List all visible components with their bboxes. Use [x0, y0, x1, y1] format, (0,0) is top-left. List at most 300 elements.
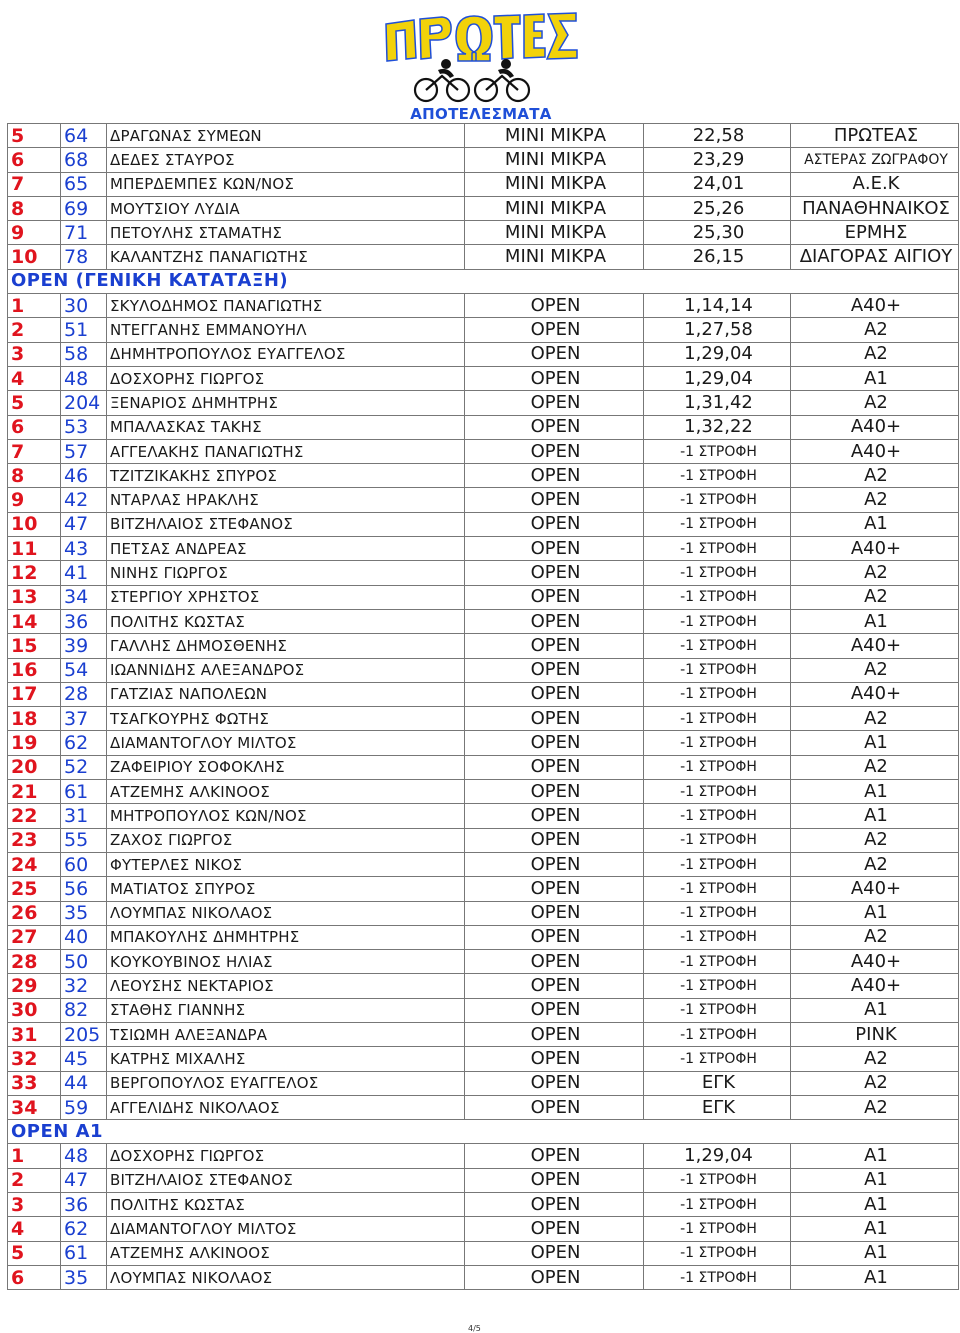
bib-number-cell: 42 — [61, 488, 107, 512]
position-cell: 20 — [8, 755, 61, 779]
time-cell: 1,29,04 — [644, 1144, 791, 1168]
position-cell: 28 — [8, 950, 61, 974]
result-row — [8, 877, 959, 901]
athlete-name-cell: ΛΟΥΜΠΑΣ ΝΙΚΟΛΑΟΣ — [107, 1265, 465, 1289]
time-cell: 26,15 — [644, 245, 791, 269]
position-cell: 23 — [8, 828, 61, 852]
team-cell: Α.Ε.Κ — [791, 172, 959, 196]
athlete-name-cell: ΣΤΕΡΓΙΟΥ ΧΡΗΣΤΟΣ — [107, 585, 465, 609]
position-cell: 31 — [8, 1022, 61, 1046]
time-cell: -1 ΣΤΡΟΦΗ — [644, 682, 791, 706]
result-row — [8, 707, 959, 731]
team-cell: ΔΙΑΓΟΡΑΣ ΑΙΓΙΟΥ — [791, 245, 959, 269]
position-cell: 33 — [8, 1071, 61, 1095]
result-row — [8, 124, 959, 148]
athlete-name-cell: ΑΓΓΕΛΑΚΗΣ ΠΑΝΑΓΙΩΤΗΣ — [107, 439, 465, 463]
position-cell: 17 — [8, 682, 61, 706]
position-cell: 3 — [8, 342, 61, 366]
time-cell: 23,29 — [644, 148, 791, 172]
result-row — [8, 974, 959, 998]
category-cell: OPEN — [465, 901, 644, 925]
results-table — [7, 123, 959, 1290]
position-cell: 11 — [8, 537, 61, 561]
proteas-logo — [376, 6, 586, 124]
athlete-name-cell: ΝΤΕΓΓΑΝΗΣ ΕΜΜΑΝΟΥΗΛ — [107, 318, 465, 342]
result-row — [8, 512, 959, 536]
category-cell: OPEN — [465, 318, 644, 342]
bib-number-cell: 35 — [61, 1265, 107, 1289]
bib-number-cell: 50 — [61, 950, 107, 974]
bib-number-cell: 52 — [61, 755, 107, 779]
category-cell: OPEN — [465, 634, 644, 658]
result-row — [8, 1241, 959, 1265]
category-cell: OPEN — [465, 439, 644, 463]
team-cell: Α2 — [791, 391, 959, 415]
athlete-name-cell: ΖΑΦΕΙΡΙΟΥ ΣΟΦΟΚΛΗΣ — [107, 755, 465, 779]
result-row — [8, 828, 959, 852]
bib-number-cell: 60 — [61, 852, 107, 876]
athlete-name-cell: ΜΟΥΤΣΙΟΥ ΛΥΔΙΑ — [107, 196, 465, 220]
team-cell: Α1 — [791, 1193, 959, 1217]
position-cell: 10 — [8, 512, 61, 536]
bib-number-cell: 30 — [61, 294, 107, 318]
athlete-name-cell: ΔΕΔΕΣ ΣΤΑΥΡΟΣ — [107, 148, 465, 172]
section-title: OPEN Α1 — [8, 1120, 959, 1144]
bib-number-cell: 64 — [61, 124, 107, 148]
time-cell: -1 ΣΤΡΟΦΗ — [644, 464, 791, 488]
category-cell: OPEN — [465, 585, 644, 609]
bib-number-cell: 32 — [61, 974, 107, 998]
time-cell: -1 ΣΤΡΟΦΗ — [644, 1022, 791, 1046]
bib-number-cell: 48 — [61, 366, 107, 390]
position-cell: 1 — [8, 294, 61, 318]
category-cell: OPEN — [465, 391, 644, 415]
category-cell: OPEN — [465, 294, 644, 318]
bib-number-cell: 62 — [61, 731, 107, 755]
position-cell: 16 — [8, 658, 61, 682]
athlete-name-cell: ΜΠΕΡΔΕΜΠΕΣ ΚΩΝ/ΝΟΣ — [107, 172, 465, 196]
position-cell: 9 — [8, 488, 61, 512]
time-cell: -1 ΣΤΡΟΦΗ — [644, 634, 791, 658]
result-row — [8, 221, 959, 245]
category-cell: ΜΙΝΙ ΜΙΚΡΑ — [465, 245, 644, 269]
position-cell: 6 — [8, 148, 61, 172]
time-cell: -1 ΣΤΡΟΦΗ — [644, 537, 791, 561]
category-cell: OPEN — [465, 804, 644, 828]
category-cell: OPEN — [465, 1144, 644, 1168]
result-row — [8, 852, 959, 876]
athlete-name-cell: ΤΣΑΓΚΟΥΡΗΣ ΦΩΤΗΣ — [107, 707, 465, 731]
category-cell: OPEN — [465, 658, 644, 682]
athlete-name-cell: ΠΕΤΣΑΣ ΑΝΔΡΕΑΣ — [107, 537, 465, 561]
result-row — [8, 780, 959, 804]
time-cell: 1,32,22 — [644, 415, 791, 439]
athlete-name-cell: ΣΚΥΛΟΔΗΜΟΣ ΠΑΝΑΓΙΩΤΗΣ — [107, 294, 465, 318]
bib-number-cell: 71 — [61, 221, 107, 245]
bib-number-cell: 37 — [61, 707, 107, 731]
time-cell: 1,14,14 — [644, 294, 791, 318]
position-cell: 5 — [8, 124, 61, 148]
team-cell: Α1 — [791, 366, 959, 390]
category-cell: OPEN — [465, 998, 644, 1022]
bib-number-cell: 44 — [61, 1071, 107, 1095]
time-cell: -1 ΣΤΡΟΦΗ — [644, 707, 791, 731]
category-cell: OPEN — [465, 1193, 644, 1217]
category-cell: OPEN — [465, 1071, 644, 1095]
position-cell: 3 — [8, 1193, 61, 1217]
result-row — [8, 925, 959, 949]
bib-number-cell: 57 — [61, 439, 107, 463]
team-cell: Α1 — [791, 1217, 959, 1241]
category-cell: OPEN — [465, 1095, 644, 1119]
team-cell: Α2 — [791, 488, 959, 512]
position-cell: 6 — [8, 1265, 61, 1289]
result-row — [8, 585, 959, 609]
result-row — [8, 537, 959, 561]
time-cell: -1 ΣΤΡΟΦΗ — [644, 488, 791, 512]
team-cell: Α1 — [791, 1265, 959, 1289]
bib-number-cell: 48 — [61, 1144, 107, 1168]
time-cell: -1 ΣΤΡΟΦΗ — [644, 998, 791, 1022]
team-cell: Α2 — [791, 464, 959, 488]
bib-number-cell: 204 — [61, 391, 107, 415]
position-cell: 25 — [8, 877, 61, 901]
team-cell: Α40+ — [791, 439, 959, 463]
time-cell: 25,26 — [644, 196, 791, 220]
team-cell: ΠΡΩΤΕΑΣ — [791, 124, 959, 148]
category-cell: OPEN — [465, 707, 644, 731]
position-cell: 9 — [8, 221, 61, 245]
athlete-name-cell: ΤΖΙΤΖΙΚΑΚΗΣ ΣΠΥΡΟΣ — [107, 464, 465, 488]
section-header-row — [8, 269, 959, 293]
athlete-name-cell: ΔΟΣΧΟΡΗΣ ΓΙΩΡΓΟΣ — [107, 366, 465, 390]
bib-number-cell: 55 — [61, 828, 107, 852]
category-cell: OPEN — [465, 464, 644, 488]
result-row — [8, 731, 959, 755]
time-cell: -1 ΣΤΡΟΦΗ — [644, 1047, 791, 1071]
category-cell: OPEN — [465, 780, 644, 804]
bib-number-cell: 28 — [61, 682, 107, 706]
time-cell: -1 ΣΤΡΟΦΗ — [644, 585, 791, 609]
bib-number-cell: 53 — [61, 415, 107, 439]
bib-number-cell: 68 — [61, 148, 107, 172]
result-row — [8, 439, 959, 463]
bib-number-cell: 56 — [61, 877, 107, 901]
athlete-name-cell: ΒΙΤΖΗΛΑΙΟΣ ΣΤΕΦΑΝΟΣ — [107, 1168, 465, 1192]
result-row — [8, 415, 959, 439]
team-cell: Α1 — [791, 1144, 959, 1168]
category-cell: ΜΙΝΙ ΜΙΚΡΑ — [465, 172, 644, 196]
category-cell: OPEN — [465, 974, 644, 998]
bib-number-cell: 41 — [61, 561, 107, 585]
result-row — [8, 682, 959, 706]
category-cell: OPEN — [465, 366, 644, 390]
team-cell: ΠΑΝΑΘΗΝΑΙΚΟΣ — [791, 196, 959, 220]
athlete-name-cell: ΑΤΖΕΜΗΣ ΑΛΚΙΝΟΟΣ — [107, 780, 465, 804]
time-cell: 1,29,04 — [644, 366, 791, 390]
bib-number-cell: 46 — [61, 464, 107, 488]
athlete-name-cell: ΞΕΝΑΡΙΟΣ ΔΗΜΗΤΡΗΣ — [107, 391, 465, 415]
position-cell: 4 — [8, 366, 61, 390]
time-cell: -1 ΣΤΡΟΦΗ — [644, 731, 791, 755]
time-cell: 24,01 — [644, 172, 791, 196]
result-row — [8, 1022, 959, 1046]
category-cell: OPEN — [465, 682, 644, 706]
bib-number-cell: 69 — [61, 196, 107, 220]
bib-number-cell: 205 — [61, 1022, 107, 1046]
category-cell: OPEN — [465, 1022, 644, 1046]
category-cell: ΜΙΝΙ ΜΙΚΡΑ — [465, 221, 644, 245]
team-cell: Α40+ — [791, 974, 959, 998]
position-cell: 22 — [8, 804, 61, 828]
bib-number-cell: 39 — [61, 634, 107, 658]
team-cell: Α40+ — [791, 537, 959, 561]
team-cell: Α1 — [791, 512, 959, 536]
position-cell: 7 — [8, 172, 61, 196]
bib-number-cell: 65 — [61, 172, 107, 196]
category-cell: OPEN — [465, 1168, 644, 1192]
team-cell: Α1 — [791, 780, 959, 804]
bib-number-cell: 31 — [61, 804, 107, 828]
results-title: ΑΠΟΤΕΛΕΣΜΑΤΑ — [410, 105, 552, 123]
result-row — [8, 391, 959, 415]
result-row — [8, 1047, 959, 1071]
category-cell: OPEN — [465, 852, 644, 876]
bib-number-cell: 58 — [61, 342, 107, 366]
athlete-name-cell: ΜΑΤΙΑΤΟΣ ΣΠΥΡΟΣ — [107, 877, 465, 901]
category-cell: OPEN — [465, 755, 644, 779]
position-cell: 2 — [8, 1168, 61, 1192]
team-cell: ΑΣΤΕΡΑΣ ΖΩΓΡΑΦΟΥ — [791, 148, 959, 172]
category-cell: OPEN — [465, 731, 644, 755]
team-cell: Α2 — [791, 707, 959, 731]
category-cell: OPEN — [465, 488, 644, 512]
athlete-name-cell: ΚΟΥΚΟΥΒΙΝΟΣ ΗΛΙΑΣ — [107, 950, 465, 974]
result-row — [8, 488, 959, 512]
position-cell: 6 — [8, 415, 61, 439]
time-cell: -1 ΣΤΡΟΦΗ — [644, 755, 791, 779]
category-cell: OPEN — [465, 512, 644, 536]
athlete-name-cell: ΛΟΥΜΠΑΣ ΝΙΚΟΛΑΟΣ — [107, 901, 465, 925]
category-cell: OPEN — [465, 537, 644, 561]
time-cell: -1 ΣΤΡΟΦΗ — [644, 1241, 791, 1265]
athlete-name-cell: ΜΠΑΛΑΣΚΑΣ ΤΑΚΗΣ — [107, 415, 465, 439]
athlete-name-cell: ΔΡΑΓΩΝΑΣ ΣΥΜΕΩΝ — [107, 124, 465, 148]
section-title: OPEN (ΓΕΝΙΚΗ ΚΑΤΑΤΑΞΗ) — [8, 269, 959, 293]
team-cell: ΕΡΜΗΣ — [791, 221, 959, 245]
position-cell: 32 — [8, 1047, 61, 1071]
category-cell: OPEN — [465, 1217, 644, 1241]
athlete-name-cell: ΖΑΧΟΣ ΓΙΩΡΓΟΣ — [107, 828, 465, 852]
category-cell: ΜΙΝΙ ΜΙΚΡΑ — [465, 124, 644, 148]
category-cell: OPEN — [465, 828, 644, 852]
time-cell: -1 ΣΤΡΟΦΗ — [644, 950, 791, 974]
athlete-name-cell: ΜΠΑΚΟΥΛΗΣ ΔΗΜΗΤΡΗΣ — [107, 925, 465, 949]
bib-number-cell: 35 — [61, 901, 107, 925]
time-cell: 22,58 — [644, 124, 791, 148]
athlete-name-cell: ΝΙΝΗΣ ΓΙΩΡΓΟΣ — [107, 561, 465, 585]
result-row — [8, 366, 959, 390]
bib-number-cell: 45 — [61, 1047, 107, 1071]
result-row — [8, 1071, 959, 1095]
result-row — [8, 609, 959, 633]
athlete-name-cell: ΔΗΜΗΤΡΟΠΟΥΛΟΣ ΕΥΑΓΓΕΛΟΣ — [107, 342, 465, 366]
result-row — [8, 755, 959, 779]
athlete-name-cell: ΒΕΡΓΟΠΟΥΛΟΣ ΕΥΑΓΓΕΛΟΣ — [107, 1071, 465, 1095]
time-cell: -1 ΣΤΡΟΦΗ — [644, 658, 791, 682]
result-row — [8, 998, 959, 1022]
time-cell: -1 ΣΤΡΟΦΗ — [644, 439, 791, 463]
athlete-name-cell: ΠΟΛΙΤΗΣ ΚΩΣΤΑΣ — [107, 609, 465, 633]
bib-number-cell: 36 — [61, 609, 107, 633]
team-cell: Α2 — [791, 755, 959, 779]
position-cell: 18 — [8, 707, 61, 731]
position-cell: 12 — [8, 561, 61, 585]
team-cell: Α1 — [791, 731, 959, 755]
athlete-name-cell: ΣΤΑΘΗΣ ΓΙΑΝΝΗΣ — [107, 998, 465, 1022]
team-cell: Α2 — [791, 1071, 959, 1095]
result-row — [8, 148, 959, 172]
category-cell: OPEN — [465, 342, 644, 366]
team-cell: Α2 — [791, 342, 959, 366]
result-row — [8, 172, 959, 196]
position-cell: 14 — [8, 609, 61, 633]
result-row — [8, 901, 959, 925]
time-cell: ΕΓΚ — [644, 1071, 791, 1095]
bib-number-cell: 40 — [61, 925, 107, 949]
bib-number-cell: 61 — [61, 780, 107, 804]
team-cell: Α40+ — [791, 634, 959, 658]
bib-number-cell: 82 — [61, 998, 107, 1022]
athlete-name-cell: ΓΑΛΛΗΣ ΔΗΜΟΣΘΕΝΗΣ — [107, 634, 465, 658]
time-cell: ΕΓΚ — [644, 1095, 791, 1119]
result-row — [8, 1193, 959, 1217]
position-cell: 27 — [8, 925, 61, 949]
athlete-name-cell: ΙΩΑΝΝΙΔΗΣ ΑΛΕΞΑΝΔΡΟΣ — [107, 658, 465, 682]
athlete-name-cell: ΔΟΣΧΟΡΗΣ ΓΙΩΡΓΟΣ — [107, 1144, 465, 1168]
category-cell: OPEN — [465, 1265, 644, 1289]
section-header-row — [8, 1120, 959, 1144]
team-cell: Α1 — [791, 901, 959, 925]
bib-number-cell: 36 — [61, 1193, 107, 1217]
category-cell: OPEN — [465, 561, 644, 585]
time-cell: -1 ΣΤΡΟΦΗ — [644, 852, 791, 876]
team-cell: Α2 — [791, 925, 959, 949]
team-cell: Α1 — [791, 998, 959, 1022]
position-cell: 29 — [8, 974, 61, 998]
time-cell: -1 ΣΤΡΟΦΗ — [644, 1217, 791, 1241]
position-cell: 26 — [8, 901, 61, 925]
time-cell: 1,27,58 — [644, 318, 791, 342]
result-row — [8, 804, 959, 828]
team-cell: Α40+ — [791, 877, 959, 901]
bib-number-cell: 47 — [61, 1168, 107, 1192]
time-cell: -1 ΣΤΡΟΦΗ — [644, 877, 791, 901]
position-cell: 4 — [8, 1217, 61, 1241]
result-row — [8, 1095, 959, 1119]
page-number: 4/5 — [468, 1324, 481, 1333]
result-row — [8, 318, 959, 342]
team-cell: Α2 — [791, 852, 959, 876]
time-cell: -1 ΣΤΡΟΦΗ — [644, 925, 791, 949]
result-row — [8, 342, 959, 366]
team-cell: Α40+ — [791, 682, 959, 706]
result-row — [8, 1144, 959, 1168]
position-cell: 19 — [8, 731, 61, 755]
result-row — [8, 634, 959, 658]
result-row — [8, 658, 959, 682]
team-cell: Α2 — [791, 1047, 959, 1071]
result-row — [8, 1265, 959, 1289]
team-cell: Α40+ — [791, 950, 959, 974]
time-cell: -1 ΣΤΡΟΦΗ — [644, 1265, 791, 1289]
position-cell: 2 — [8, 318, 61, 342]
time-cell: 1,31,42 — [644, 391, 791, 415]
time-cell: -1 ΣΤΡΟΦΗ — [644, 1168, 791, 1192]
athlete-name-cell: ΠΕΤΟΥΛΗΣ ΣΤΑΜΑΤΗΣ — [107, 221, 465, 245]
time-cell: -1 ΣΤΡΟΦΗ — [644, 804, 791, 828]
position-cell: 21 — [8, 780, 61, 804]
bib-number-cell: 78 — [61, 245, 107, 269]
result-row — [8, 294, 959, 318]
result-row — [8, 464, 959, 488]
time-cell: -1 ΣΤΡΟΦΗ — [644, 780, 791, 804]
athlete-name-cell: ΝΤΑΡΛΑΣ ΗΡΑΚΛΗΣ — [107, 488, 465, 512]
time-cell: -1 ΣΤΡΟΦΗ — [644, 828, 791, 852]
athlete-name-cell: ΤΣΙΩΜΗ ΑΛΕΞΑΝΔΡΑ — [107, 1022, 465, 1046]
category-cell: OPEN — [465, 1241, 644, 1265]
time-cell: -1 ΣΤΡΟΦΗ — [644, 901, 791, 925]
team-cell: Α1 — [791, 609, 959, 633]
category-cell: OPEN — [465, 609, 644, 633]
athlete-name-cell: ΚΑΤΡΗΣ ΜΙΧΑΛΗΣ — [107, 1047, 465, 1071]
result-row — [8, 245, 959, 269]
athlete-name-cell: ΑΓΓΕΛΙΔΗΣ ΝΙΚΟΛΑΟΣ — [107, 1095, 465, 1119]
time-cell: 25,30 — [644, 221, 791, 245]
result-row — [8, 1168, 959, 1192]
time-cell: -1 ΣΤΡΟΦΗ — [644, 609, 791, 633]
category-cell: OPEN — [465, 1047, 644, 1071]
time-cell: 1,29,04 — [644, 342, 791, 366]
category-cell: OPEN — [465, 877, 644, 901]
bib-number-cell: 61 — [61, 1241, 107, 1265]
category-cell: OPEN — [465, 925, 644, 949]
athlete-name-cell: ΑΤΖΕΜΗΣ ΑΛΚΙΝΟΟΣ — [107, 1241, 465, 1265]
team-cell: Α2 — [791, 318, 959, 342]
category-cell: OPEN — [465, 950, 644, 974]
time-cell: -1 ΣΤΡΟΦΗ — [644, 561, 791, 585]
team-cell: PINK — [791, 1022, 959, 1046]
team-cell: Α2 — [791, 828, 959, 852]
position-cell: 15 — [8, 634, 61, 658]
category-cell: ΜΙΝΙ ΜΙΚΡΑ — [465, 196, 644, 220]
position-cell: 8 — [8, 196, 61, 220]
time-cell: -1 ΣΤΡΟΦΗ — [644, 512, 791, 536]
athlete-name-cell: ΓΑΤΖΙΑΣ ΝΑΠΟΛΕΩΝ — [107, 682, 465, 706]
logo-graphic — [376, 6, 586, 106]
athlete-name-cell: ΚΑΛΑΝΤΖΗΣ ΠΑΝΑΓΙΩΤΗΣ — [107, 245, 465, 269]
time-cell: -1 ΣΤΡΟΦΗ — [644, 974, 791, 998]
category-cell: ΜΙΝΙ ΜΙΚΡΑ — [465, 148, 644, 172]
team-cell: Α2 — [791, 658, 959, 682]
team-cell: Α1 — [791, 1241, 959, 1265]
position-cell: 5 — [8, 1241, 61, 1265]
team-cell: Α1 — [791, 1168, 959, 1192]
result-row — [8, 1217, 959, 1241]
position-cell: 30 — [8, 998, 61, 1022]
position-cell: 5 — [8, 391, 61, 415]
team-cell: Α2 — [791, 1095, 959, 1119]
